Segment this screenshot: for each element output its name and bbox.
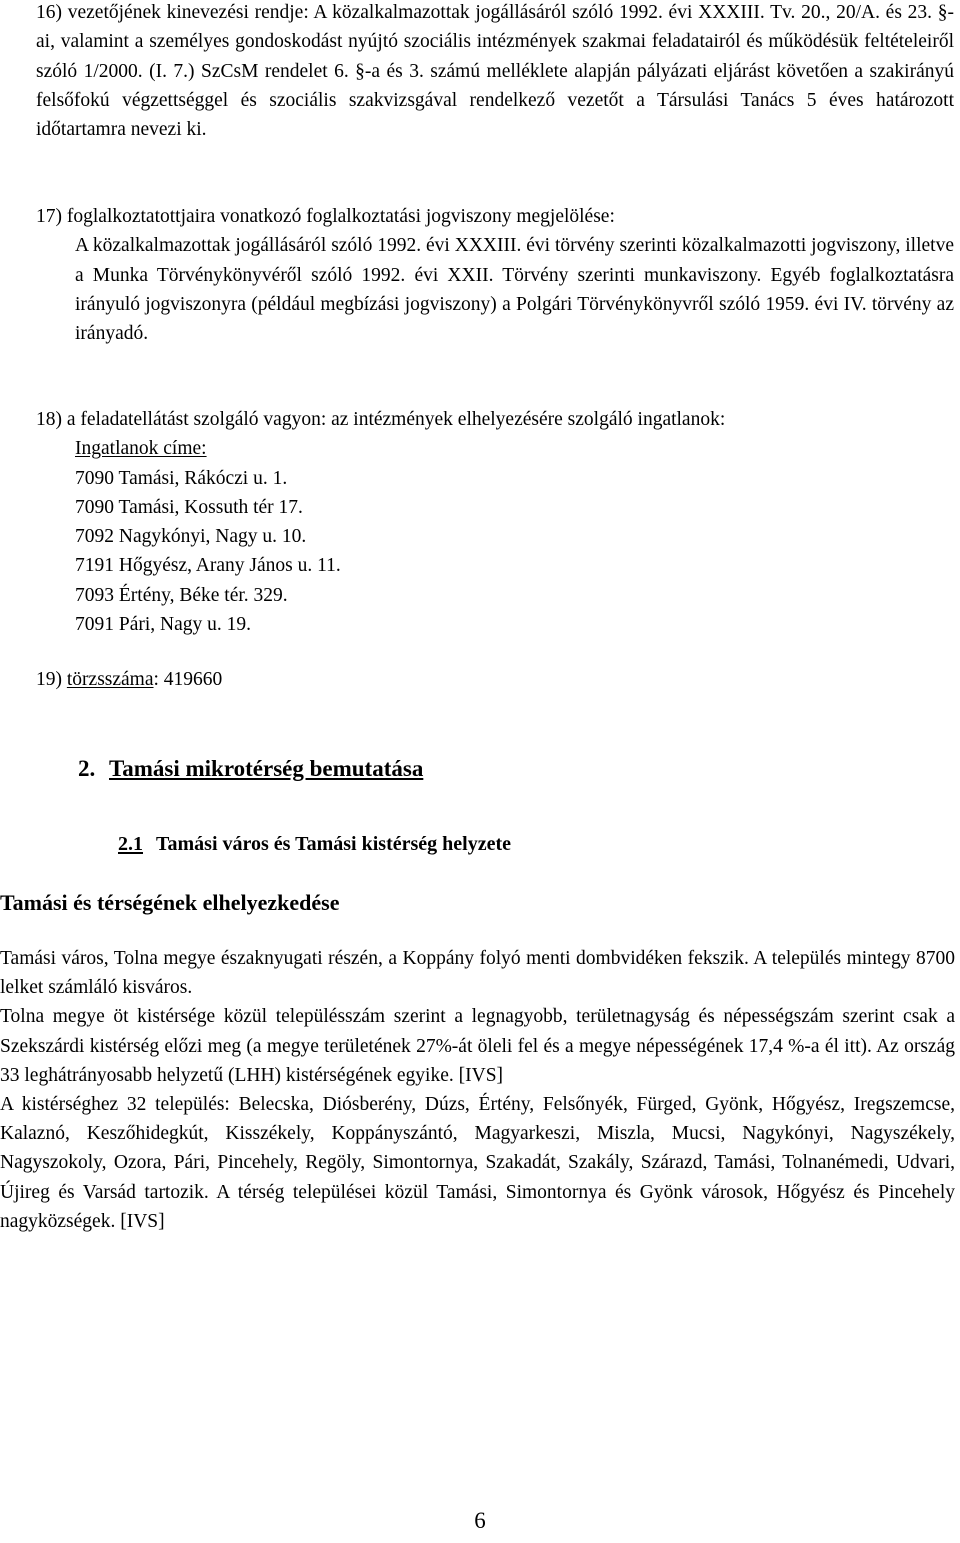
item-19-label: törzsszáma [66,669,154,690]
item-16-text: vezetőjének kinevezési rendje: A közalkalmazottak jogállásáról szóló 1992. évi XXXIII. Tv. 20., 20/A. és 23. §-ai, valamint a személyes gondoskodást nyújtó szociális intézmények szakmai feladatairól és működésük feltételeiről szóló 1/2000. (I. 7.) SzCsM rendelet 6. §-a és 3. számú melléklete alapján pályázati eljárást követően a szakirányú felsőfokú végzettséggel és szociális szakvizsgával rendelkező vezetőt a Társulási Tanács 5 éves határozott időtartamra nevezi ki. [36,2,954,141]
item-16-number: 16) [36,2,62,23]
section-number: 2. [78,756,96,781]
paragraph-1: Tamási város, Tolna megye északnyugati részén, a Koppány folyó menti dombvidéken fekszik. A település mintegy 8700 lelket számláló kisváros. [0,948,955,999]
list-item-18 [36,405,954,639]
section-heading [78,753,423,785]
item-19-line [36,665,954,694]
address-item: 7091 Pári, Nagy u. 19. [75,614,252,636]
location-heading: Tamási és térségének elhelyezkedése [0,890,340,915]
address-list [36,434,954,639]
item-17-text: A közalkalmazottak jogállásáról szóló 1992. évi XXXIII. évi törvény szerinti közalkalmazotti jogviszony, illetve a Munka Törvénykönyvéről szóló 1992. évi XXII. Törvény szerinti munkaviszony. Egyéb foglalkoztatásra irányuló jogviszonyra (például megbízási jogviszony) a Polgári Törvénykönyvről szóló 1959. évi IV. törvény az irányadó. [75,235,954,345]
item-18-heading: a feladatellátást szolgáló vagyon: az intézmények elhelyezésére szolgáló ingatlanok: [66,409,726,430]
address-item: 7093 Értény, Béke tér. 329. [75,584,288,606]
address-item: 7092 Nagykónyi, Nagy u. 10. [75,526,307,548]
paragraph-3: A kistérséghez 32 település: Belecska, Diósberény, Dúzs, Értény, Felsőnyék, Fürged, Gyönk, Hőgyész, Iregszemcse, Kalaznó, Keszőhidegkút, Kisszékely, Koppányszántó, Magyarkeszi, Miszla, Mucsi, Nagykónyi, Nagyszékely, Nagyszokoly, Ozora, Pári, Pincehely, Regöly, Simontornya, Szakadát, Szakály, Szárazd, Tamási, Tolnanémedi, Udvari, Újireg és Varsád tartozik. A térség települései közül Tamási, Simontornya és Gyönk városok, Hőgyész és Pincehely nagyközségek. [IVS] [0,1094,955,1232]
subsection-number: 2.1 [118,833,143,855]
body-text [0,944,955,1236]
section-title: Tamási mikrotérség bemutatása [109,756,424,781]
item-17-heading: foglalkoztatottjaira vonatkozó foglalkoztatási jogviszony megjelölése: [66,206,615,227]
item-17-number: 17) [36,206,62,227]
item-18-heading-line [36,405,954,434]
address-item: 7090 Tamási, Kossuth tér 17. [75,496,303,518]
item-16-paragraph [36,0,954,144]
item-19-number: 19) [36,669,62,690]
list-item-17 [36,202,954,348]
item-19-value: : 419660 [153,669,223,690]
address-item: 7090 Tamási, Rákóczi u. 1. [75,467,288,489]
paragraph-2: Tolna megye öt kistérsége közül településszám szerint a legnagyobb, területnagyság és népességszám szerint csak a Szekszárdi kistérség előzi meg (a megye területének 27%-át öleli fel és a megye népességének 17,4 %-a él itt). Az ország 33 leghátrányosabb helyzetű (LHH) kistérségének egyike. [IVS] [0,1006,955,1086]
item-17-heading-line [36,202,954,231]
addresses-label: Ingatlanok címe: [75,438,207,460]
page-number: 6 [474,1508,486,1533]
item-18-number: 18) [36,409,62,430]
address-item: 7191 Hőgyész, Arany János u. 11. [75,555,341,577]
subsection-title: Tamási város és Tamási kistérség helyzete [156,833,511,855]
list-item-16 [36,0,954,144]
subsection-heading [118,829,511,859]
list-item-19 [36,665,954,694]
